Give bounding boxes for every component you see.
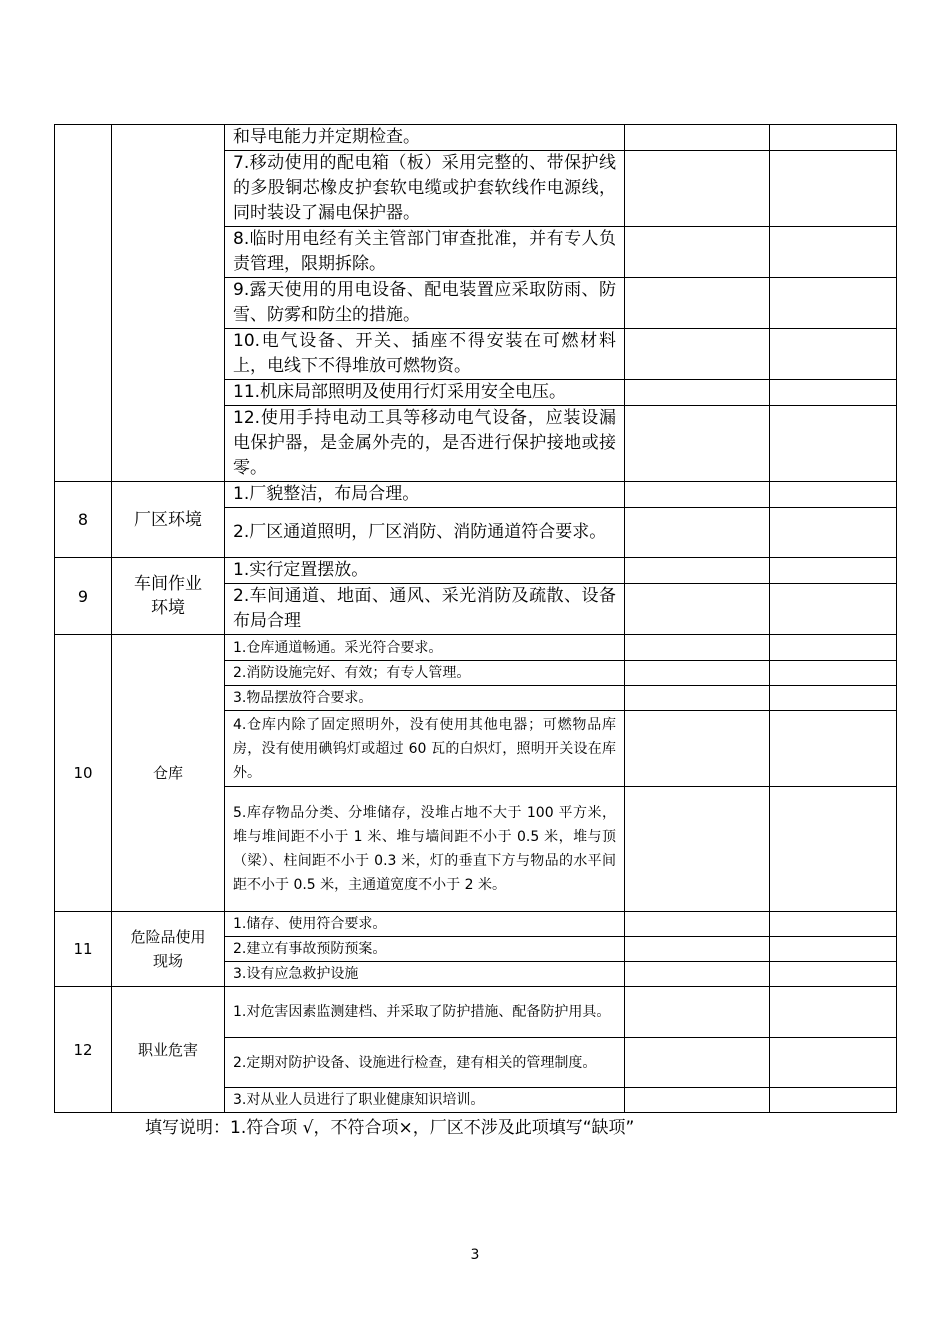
remark-cell[interactable] [770,227,897,278]
table-row [55,912,897,937]
remark-cell[interactable] [770,584,897,635]
result-cell[interactable] [625,912,770,937]
result-cell[interactable] [625,787,770,912]
result-cell[interactable] [625,1088,770,1113]
check-item: 1.实行定置摆放。 [225,558,625,584]
result-cell[interactable] [625,686,770,711]
check-item: 3.物品摆放符合要求。 [225,686,625,711]
remark-cell[interactable] [770,508,897,558]
result-cell[interactable] [625,329,770,380]
result-cell[interactable] [625,227,770,278]
result-cell[interactable] [625,278,770,329]
section-number: 11 [55,912,112,987]
section-number: 9 [55,558,112,635]
section-category: 职业危害 [112,987,225,1113]
check-item: 5.库存物品分类、分堆储存，没堆占地不大于 100 平方米，堆与堆间距不小于 1 米、堆与墙间距不小于 0.5 米，堆与顶（梁）、柱间距不小于 0.3 米，灯的垂直下方与物品的水平间距不小于 0.5 米，主通道宽度不小于 2 米。 [225,787,625,912]
check-item: 2.定期对防护设备、设施进行检查，建有相关的管理制度。 [225,1038,625,1088]
result-cell[interactable] [625,482,770,508]
check-item: 2.建立有事故预防预案。 [225,937,625,962]
section-category: 厂区环境 [112,482,225,558]
result-cell[interactable] [625,1038,770,1088]
check-item: 4.仓库内除了固定照明外，没有使用其他电器；可燃物品库房，没有使用碘钨灯或超过 60 瓦的白炽灯，照明开关设在库外。 [225,711,625,787]
remark-cell[interactable] [770,1038,897,1088]
remark-cell[interactable] [770,711,897,787]
table-row [55,125,897,151]
page-number: 3 [470,1247,480,1263]
checklist-table [54,124,897,1113]
check-item: 10.电气设备、开关、插座不得安装在可燃材料上，电线下不得堆放可燃物资。 [225,329,625,380]
remark-cell[interactable] [770,482,897,508]
check-item: 9.露天使用的用电设备、配电装置应采取防雨、防雪、防雾和防尘的措施。 [225,278,625,329]
check-item: 3.对从业人员进行了职业健康知识培训。 [225,1088,625,1113]
check-item: 1.对危害因素监测建档、并采取了防护措施、配备防护用具。 [225,987,625,1038]
check-item: 2.消防设施完好、有效；有专人管理。 [225,661,625,686]
result-cell[interactable] [625,987,770,1038]
section-category: 仓库 [112,635,225,912]
section-number [55,125,112,482]
remark-cell[interactable] [770,558,897,584]
section-category: 危险品使用现场 [112,912,225,987]
result-cell[interactable] [625,937,770,962]
check-item: 8.临时用电经有关主管部门审查批准，并有专人负责管理，限期拆除。 [225,227,625,278]
section-category: 车间作业环境 [112,558,225,635]
remark-cell[interactable] [770,937,897,962]
remark-cell[interactable] [770,962,897,987]
check-item: 2.车间通道、地面、通风、采光消防及疏散、设备布局合理 [225,584,625,635]
table-row [55,482,897,508]
remark-cell[interactable] [770,661,897,686]
result-cell[interactable] [625,558,770,584]
result-cell[interactable] [625,635,770,661]
result-cell[interactable] [625,151,770,227]
table-row [55,987,897,1038]
section-number: 8 [55,482,112,558]
result-cell[interactable] [625,584,770,635]
remark-cell[interactable] [770,787,897,912]
remark-cell[interactable] [770,635,897,661]
result-cell[interactable] [625,962,770,987]
remark-cell[interactable] [770,151,897,227]
check-item: 7.移动使用的配电箱（板）采用完整的、带保护线的多股铜芯橡皮护套软电缆或护套软线作电源线，同时装设了漏电保护器。 [225,151,625,227]
check-item: 1.厂貌整洁，布局合理。 [225,482,625,508]
remark-cell[interactable] [770,380,897,406]
section-number: 12 [55,987,112,1113]
check-item: 1.仓库通道畅通。采光符合要求。 [225,635,625,661]
result-cell[interactable] [625,406,770,482]
check-item: 12.使用手持电动工具等移动电气设备，应装设漏电保护器，是金属外壳的，是否进行保护接地或接零。 [225,406,625,482]
remark-cell[interactable] [770,278,897,329]
remark-cell[interactable] [770,125,897,151]
remark-cell[interactable] [770,987,897,1038]
section-category [112,125,225,482]
remark-cell[interactable] [770,912,897,937]
remark-cell[interactable] [770,1088,897,1113]
remark-cell[interactable] [770,329,897,380]
result-cell[interactable] [625,661,770,686]
result-cell[interactable] [625,380,770,406]
check-item: 1.储存、使用符合要求。 [225,912,625,937]
table-row [55,558,897,584]
remark-cell[interactable] [770,406,897,482]
table-row [55,635,897,661]
check-item: 2.厂区通道照明，厂区消防、消防通道符合要求。 [225,508,625,558]
result-cell[interactable] [625,508,770,558]
remark-cell[interactable] [770,686,897,711]
check-item: 11.机床局部照明及使用行灯采用安全电压。 [225,380,625,406]
fill-instructions: 填写说明：1.符合项 √，不符合项×，厂区不涉及此项填写“缺项” [145,1118,635,1138]
result-cell[interactable] [625,125,770,151]
check-item: 3.设有应急救护设施 [225,962,625,987]
result-cell[interactable] [625,711,770,787]
section-number: 10 [55,635,112,912]
check-item: 和导电能力并定期检查。 [225,125,625,151]
